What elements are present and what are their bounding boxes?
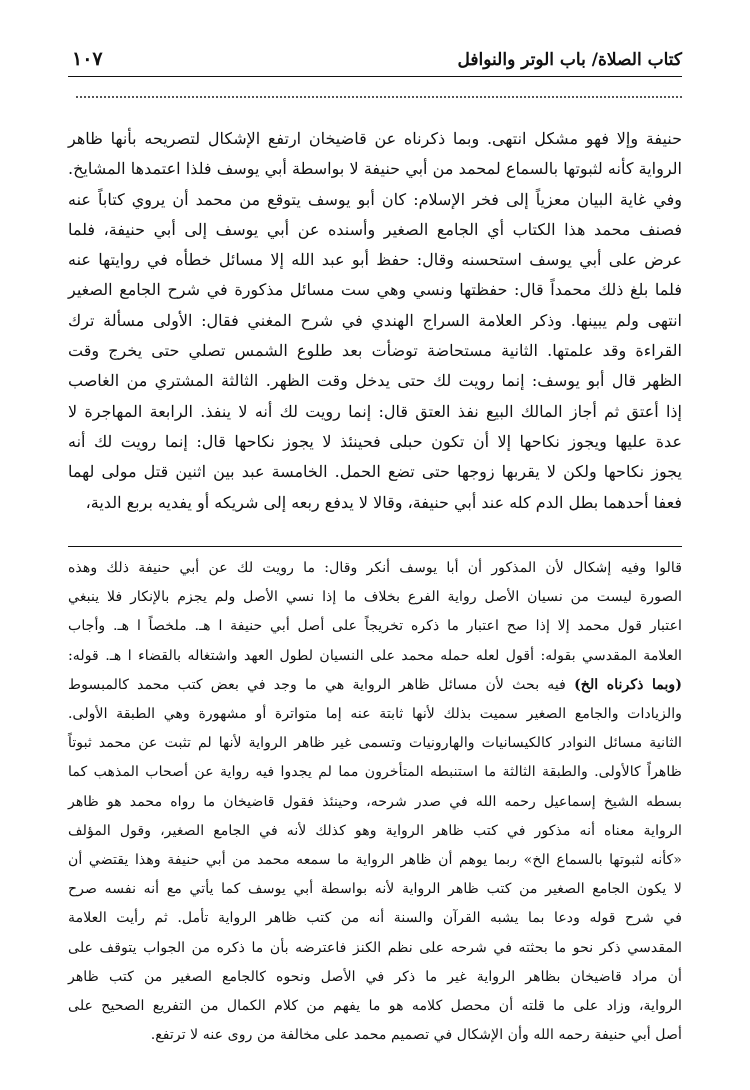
footnote-line: لا يكون الجامع الصغير من كتب ظاهر الرواية لأنه بواسطة أبي يوسف كما يأتي مع أنه نفسه صرح [68, 881, 682, 898]
main-text [68, 124, 682, 518]
footnote-line: قالوا وفيه إشكال لأن المذكور أن أبا يوسف أنكر وقال: ما رويت لك عن أبي حنيفة ذلك وهذه [68, 560, 682, 576]
footnote-line: الرواية، وزاد على ما قلته أن محصل كلامه هو ما يفهم من كلام الكمال من التفريع الصحيح على [68, 998, 682, 1015]
main-line: عرض على أبي يوسف استحسنه وقال: حفظ أبو عبد الله إلا مسائل خطأه في روايتها عنه [68, 250, 682, 270]
main-line: القراءة وقد علمتها. الثانية مستحاضة توضأت بعد طلوع الشمس تصلي حتى يخرج وقت [68, 341, 682, 361]
running-header [68, 46, 682, 77]
main-line: إذا أعتق ثم أجاز المالك البيع نفذ العتق قال: إنما رويت لك أنه لا ينفذ. الرابعة المهاجرة لا [68, 401, 682, 421]
dotted-divider [76, 96, 682, 98]
main-line: الرواية كأنه لثبوتها بالسماع لمحمد من أبي حنيفة لا بواسطة أبي يوسف فلذا اعتمدها المشايخ. [68, 159, 682, 179]
footnote-line: «كأنه لثبوتها بالسماع الخ» ربما يوهم أن ظاهر الرواية ما سمعه محمد من أبي حنيفة وهذا يقتضي أن [68, 852, 682, 869]
main-line: انتهى ولم يبينها. وذكر العلامة السراج الهندي في شرح المغني فقال: الأولى مسألة ترك [68, 310, 683, 330]
footnote-line: العلامة المقدسي بقوله: أقول لعله حمله محمد على النسيان لطول العهد واشتغاله بالقضاء ا هـ. قوله: [68, 647, 682, 664]
chapter-title: كتاب الصلاة/ باب الوتر والنوافل [457, 50, 682, 70]
footnote-line: الرواية معناه أنه مذكور في كتب ظاهر الرواية وهو كذلك لأنه في الجامع الصغير، وقول المؤلف [68, 822, 682, 839]
footnote-line: المقدسي ذكر نحو ما بحثته في شرحه على نظم الكنز فاعترضه بأن ما ذكره من الجواب يتوقف على [68, 939, 682, 956]
footnote-line: في شرح قوله ودعا بما يشبه القرآن والسنة أنه من كتب ظاهر الرواية تأمل. ثم رأيت العلامة [68, 910, 682, 927]
main-line: فصنف محمد هذا الكتاب أي الجامع الصغير وأسنده عن أبي يوسف إلى أبي حنيفة، فلما [68, 219, 682, 239]
main-line: عدة عليها ويجوز نكاحها إلا أن تكون حبلى فحينئذ لا يجوز نكاحها قال: إنما رويت لك أنه [68, 431, 682, 451]
footnote-line: أن مراد قاضيخان بظاهر الرواية غير ما ذكر في الأصل ونحوه كالجامع الصغير من كتب ظاهر [68, 968, 682, 985]
quoted-phrase: (وبما ذكرناه الخ) [574, 676, 682, 693]
main-line: فعفا أحدهما بطل الدم كله عند أبي حنيفة، وقالا لا يدفع ربعه إلى شريكه أو يفديه بربع الدية، [85, 492, 682, 512]
footnote-line: الصورة ليست من نسيان الأصل رواية الفرع بخلاف ما إذا نسي الأصل ولم يجزم بالإنكار فلا ينبغي [68, 589, 682, 606]
page-number: ١٠٧ [72, 48, 103, 70]
footnote-line-quote [68, 671, 682, 700]
main-line: وفي غاية البيان معزياً إلى فخر الإسلام: كان أبو يوسف يتوقع من محمد أن يروي كتاباً عنه [68, 189, 682, 209]
footnote-line: اعتبار قول محمد إلا إذا صح اعتبار ما ذكره تخريجاً على أصل أبي حنيفة ا هـ. ملخصاً ا هـ. وأجاب [68, 618, 682, 635]
footnote-line: الثانية مسائل النوادر كالكيسانيات والهارونيات وتسمى غير ظاهر الرواية لأنها لم تثبت عن محمد ثبوتاً [68, 735, 682, 752]
footnote-line: أصل أبي حنيفة رحمه الله وأن الإشكال في تصميم محمد على مخالفة من روى عنه لا ترتفع. [150, 1027, 682, 1044]
main-line: فلما بلغ ذلك محمداً قال: حفظتها ونسي وهي ست مسائل مذكورة في شرح الجامع الصغير [68, 280, 682, 300]
main-line: يجوز نكاحها ولكن لا يقربها زوجها حتى تضع الحمل. الخامسة عبد بين اثنين قتل مولى لهما [68, 462, 682, 482]
commentary-text [68, 554, 682, 1050]
main-line: حنيفة وإلا فهو مشكل انتهى. وبما ذكرناه عن قاضيخان ارتفع الإشكال لتصريحه بأنها ظاهر [68, 129, 682, 148]
footnote-line-rest: فيه بحث لأن مسائل ظاهر الرواية هي ما وجد في بعض كتب محمد كالمبسوط [68, 676, 566, 693]
main-line: الظهر قال أبو يوسف: إنما رويت لك حتى يدخل وقت الظهر. الثالثة المشتري من الغاصب [68, 371, 682, 391]
footnote-line: والزيادات والجامع الصغير سميت بذلك لأنها ثابتة عنه إما متواترة أو مشهورة وهي الطبقة الأولى. [68, 706, 682, 723]
footnote-line: بسطه الشيخ إسماعيل رحمه الله في صدر شرحه، وحينئذ فقول قاضيخان ما رواه محمد هو ظاهر [68, 793, 682, 810]
footnote-separator [68, 546, 682, 547]
footnote-line: ظاهراً كالأولى. والطبقة الثالثة ما استنبطه المتأخرون مما لم يجدوا فيه رواية عن أصحاب المذهب كما [68, 764, 682, 781]
